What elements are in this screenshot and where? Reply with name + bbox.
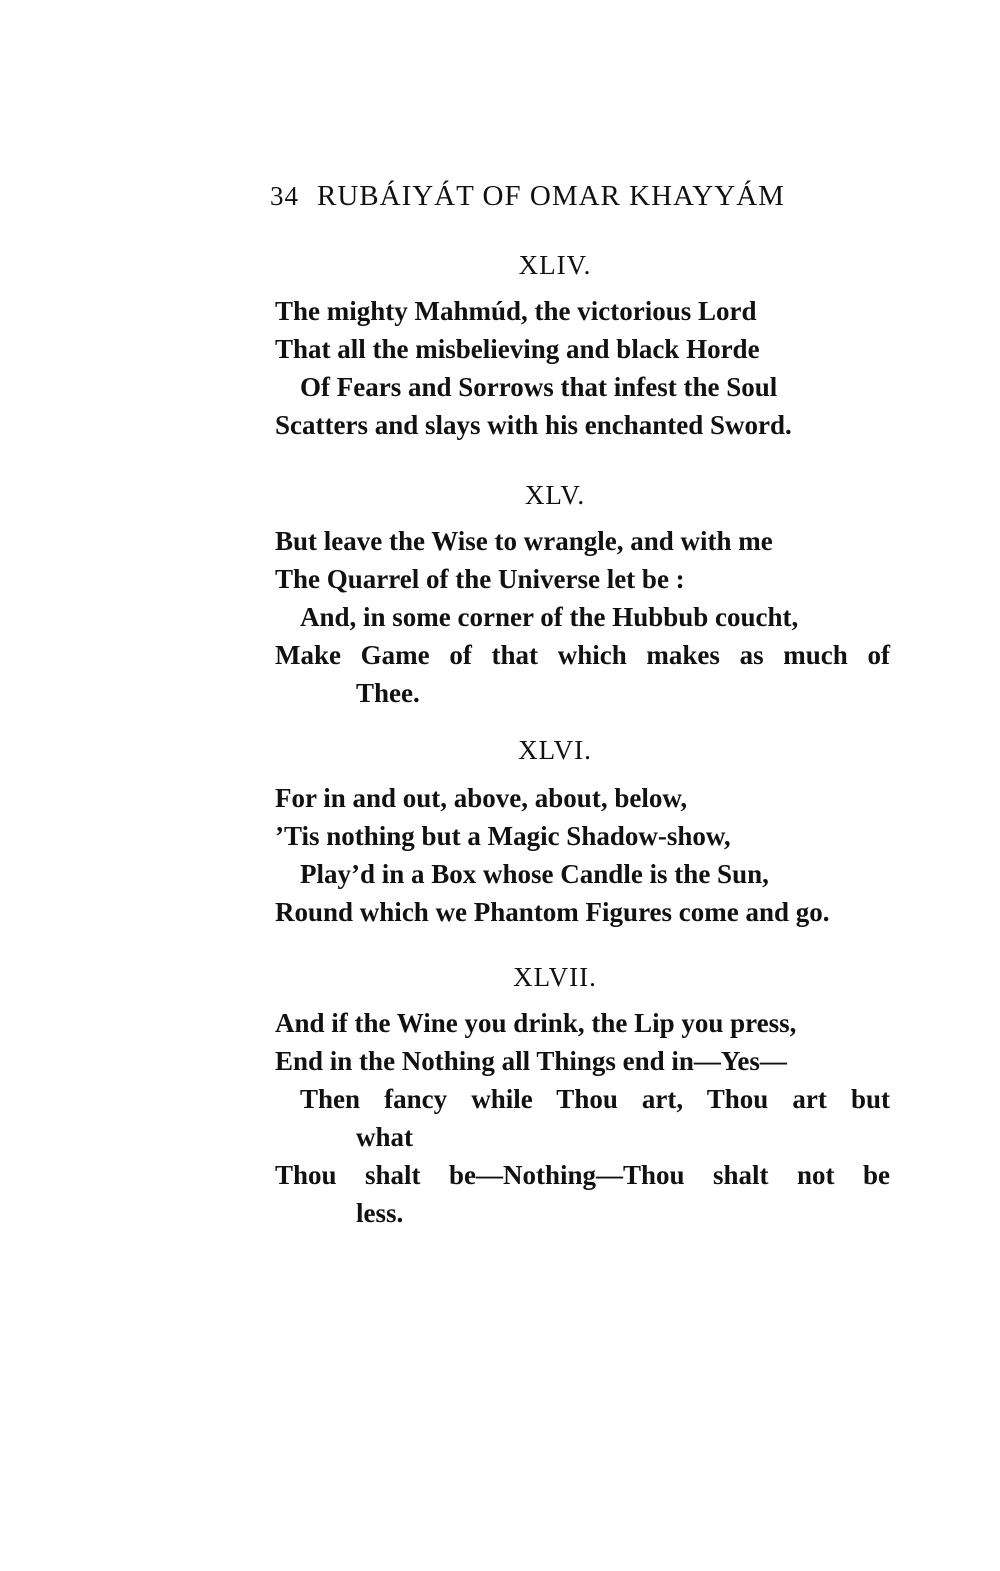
running-head [270,180,870,213]
stanza-numeral: XLVII. [513,962,597,992]
poem-line-continuation: less. [356,1198,404,1228]
poem-line: That all the misbelieving and black Horde [275,334,760,364]
poem-line: Then fancy while Thou art, Thou art but [300,1084,890,1114]
stanza-numeral: XLVI. [518,735,592,765]
poem-line: Round which we Phantom Figures come and go. [275,897,830,927]
poem-line: And if the Wine you drink, the Lip you press, [275,1008,797,1038]
poem-line: Play’d in a Box whose Candle is the Sun, [300,859,769,889]
poem-line: The Quarrel of the Universe let be : [275,564,685,594]
book-title: RUBÁIYÁT OF OMAR KHAYYÁM [317,180,785,212]
page-number: 34 [270,181,299,211]
poem-line: Make Game of that which makes as much of [275,640,890,670]
poem-line: For in and out, above, about, below, [275,783,688,813]
poem-line: ’Tis nothing but a Magic Shadow-show, [275,821,731,851]
poem-line-continuation: Thee. [356,678,420,708]
stanza-numeral: XLV. [524,480,586,510]
poem-line: And, in some corner of the Hubbub coucht, [300,602,799,632]
poem-line: The mighty Mahmúd, the victorious Lord [275,296,757,326]
poem-line: Thou shalt be—Nothing—Thou shalt not be [275,1160,890,1190]
poem-line: Scatters and slays with his enchanted Sword. [275,410,792,440]
poem-line: But leave the Wise to wrangle, and with me [275,526,773,556]
poem-line: End in the Nothing all Things end in—Yes— [275,1046,787,1076]
poem-line: Of Fears and Sorrows that infest the Soul [300,372,778,402]
poem-line-continuation: what [356,1122,414,1152]
stanza-numeral: XLIV. [518,250,592,280]
